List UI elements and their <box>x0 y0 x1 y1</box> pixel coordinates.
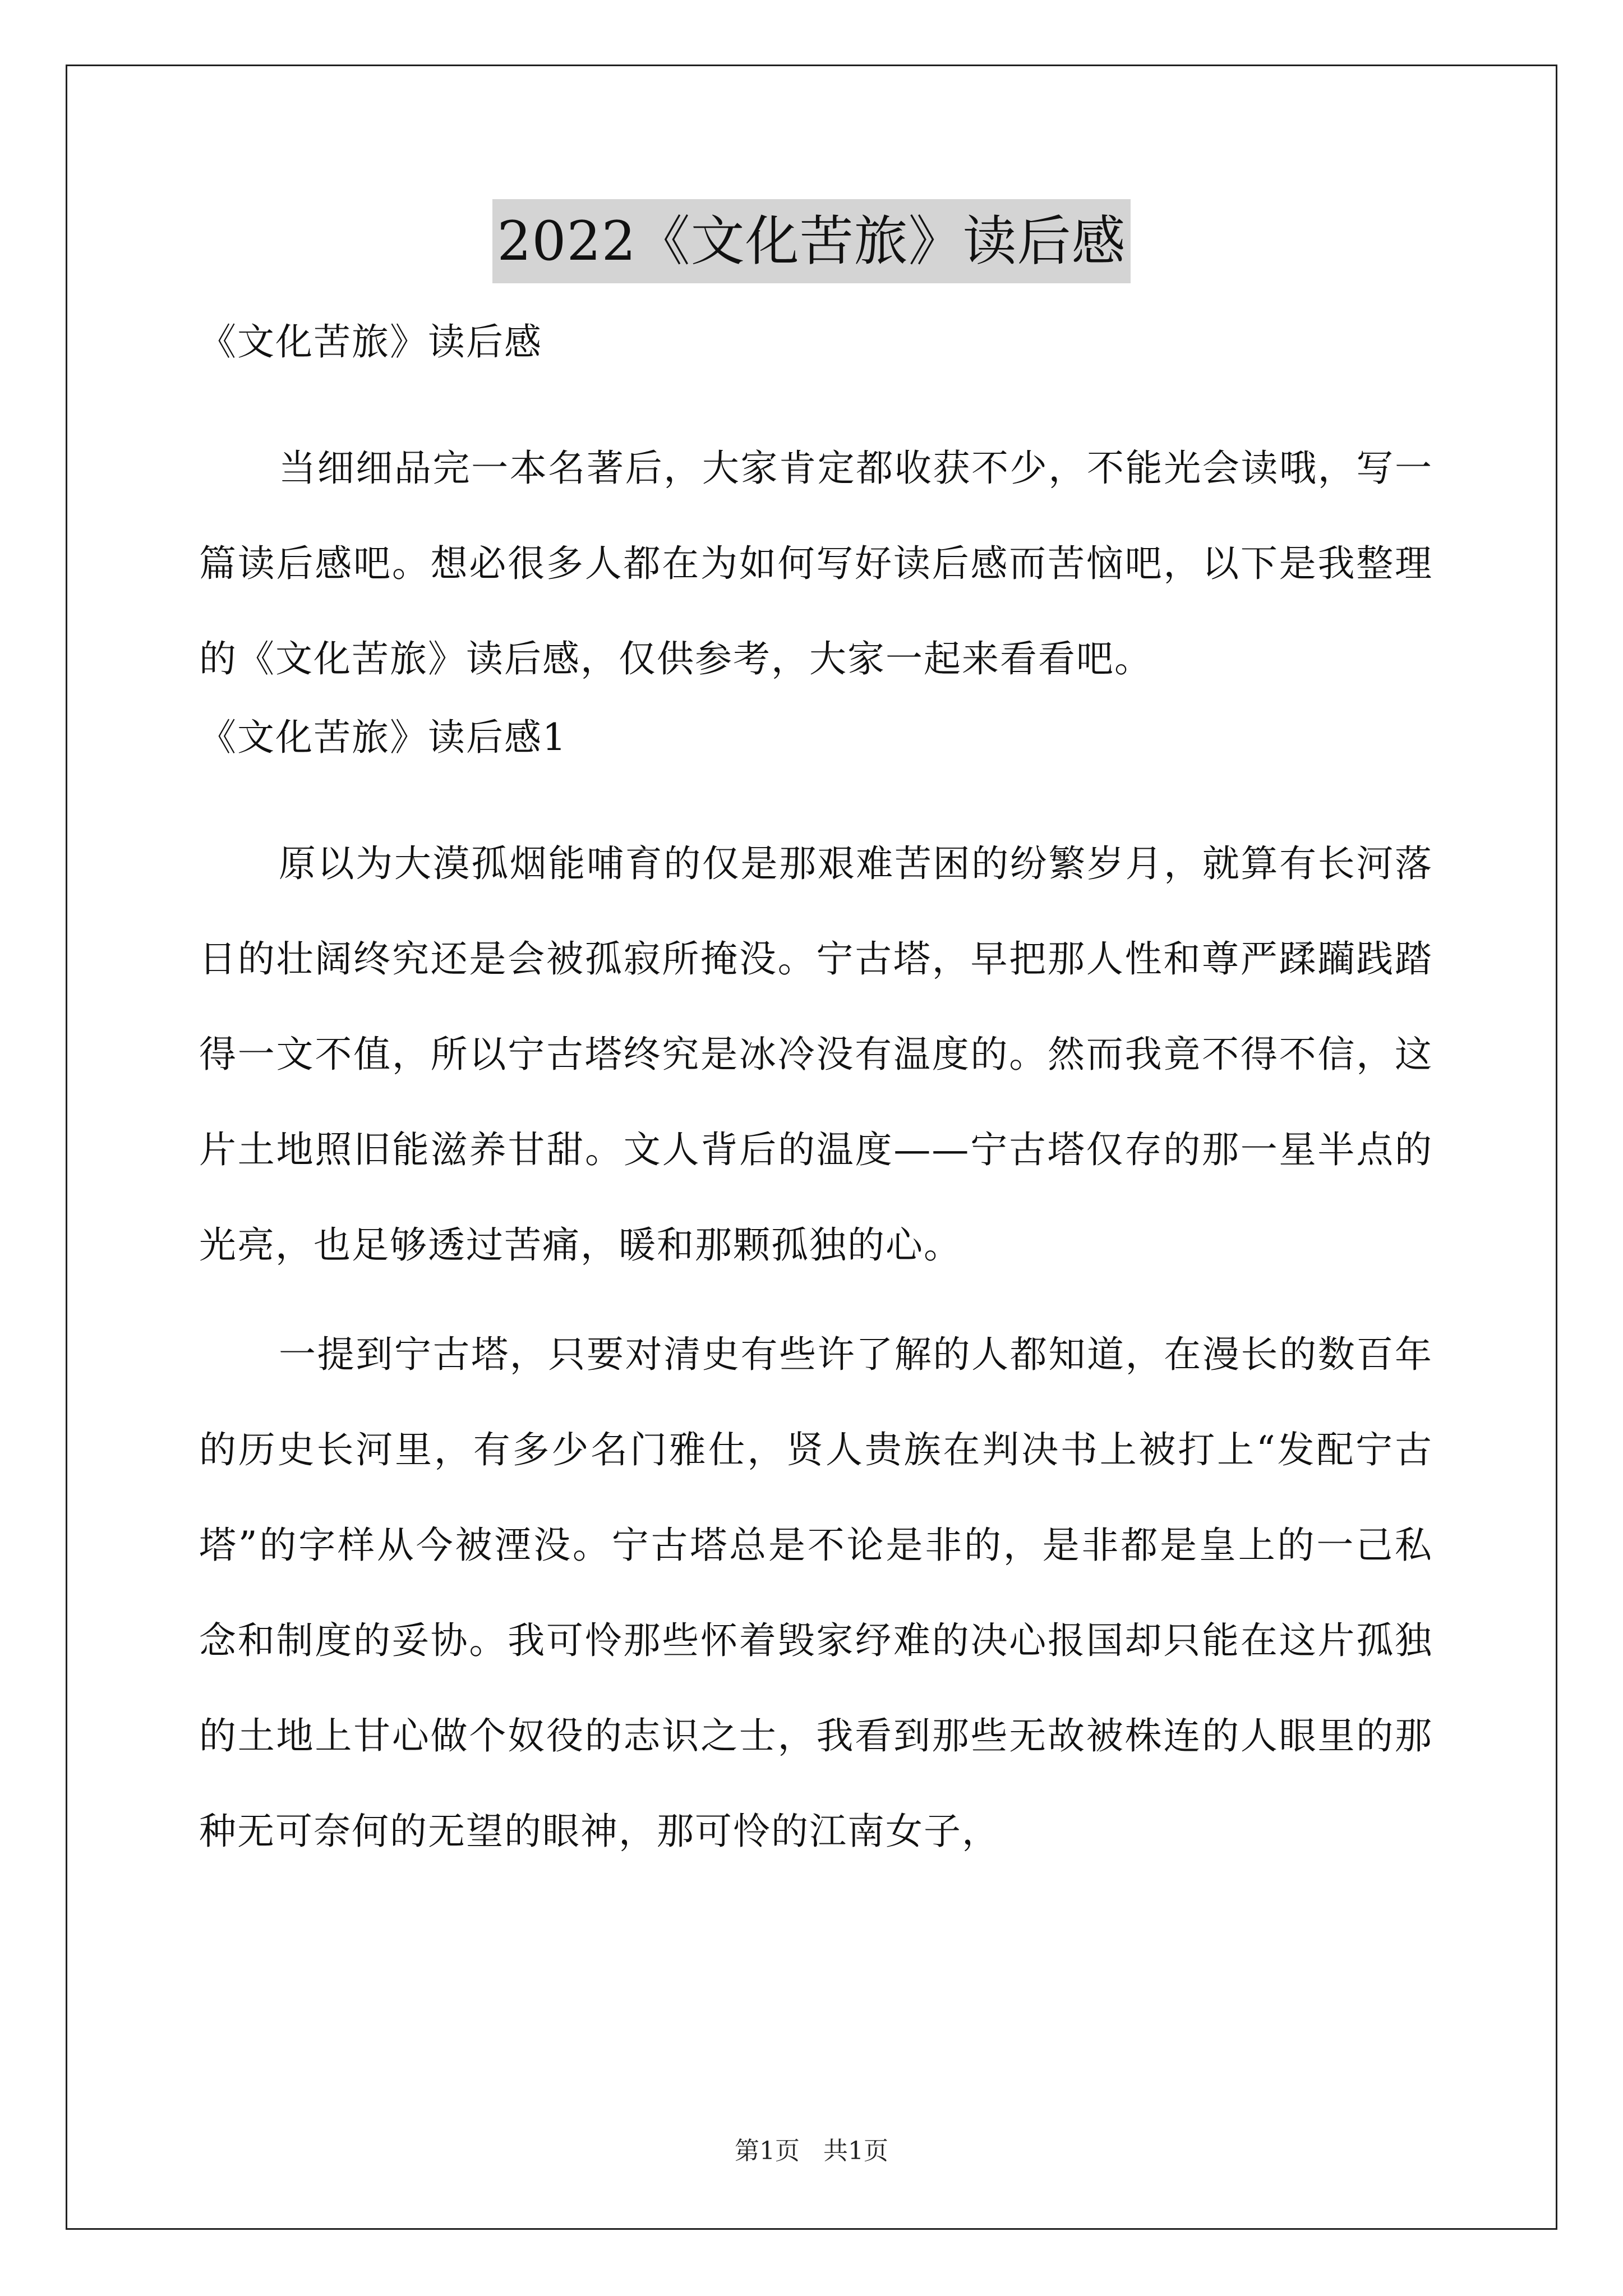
body-paragraph-2: 一提到宁古塔，只要对清史有些许了解的人都知道，在漫长的数百年的历史长河里，有多少名门雅仕，贤人贵族在判决书上被打上“发配宁古塔”的字样从今被湮没。宁古塔总是不论是非的，是非都是皇上的一己私念和制度的妥协。我可怜那些怀着毁家纾难的决心报国却只能在这片孤独的土地上甘心做个奴役的志识之士，我看到那些无故被株连的人眼里的那种无可奈何的无望的眼神，那可怜的江南女子， <box>199 1333 1433 1853</box>
main-heading: 《文化苦旅》读后感 <box>199 320 542 364</box>
total-pages: 共1页 <box>823 2137 888 2165</box>
document-body <box>199 314 1433 1879</box>
intro-paragraph: 当细细品完一本名著后，大家肯定都收获不少，不能光会读哦，写一篇读后感吧。想必很多人都在为如何写好读后感而苦恼吧，以下是我整理的《文化苦旅》读后感，仅供参考，大家一起来看看吧。 <box>199 447 1433 680</box>
page-number: 第1页 <box>735 2137 800 2165</box>
title-container <box>0 199 1623 283</box>
section-heading: 《文化苦旅》读后感1 <box>199 716 567 759</box>
document-title: 2022《文化苦旅》读后感 <box>492 199 1130 283</box>
page-footer <box>0 2134 1623 2168</box>
body-paragraph-1: 原以为大漠孤烟能哺育的仅是那艰难苦困的纷繁岁月，就算有长河落日的壮阔终究还是会被孤寂所掩没。宁古塔，早把那人性和尊严蹂躏践踏得一文不值，所以宁古塔终究是冰冷没有温度的。然而我竟不得不信，这片土地照旧能滋养甘甜。文人背后的温度——宁古塔仅存的那一星半点的光亮，也足够透过苦痛，暖和那颗孤独的心。 <box>199 842 1433 1267</box>
